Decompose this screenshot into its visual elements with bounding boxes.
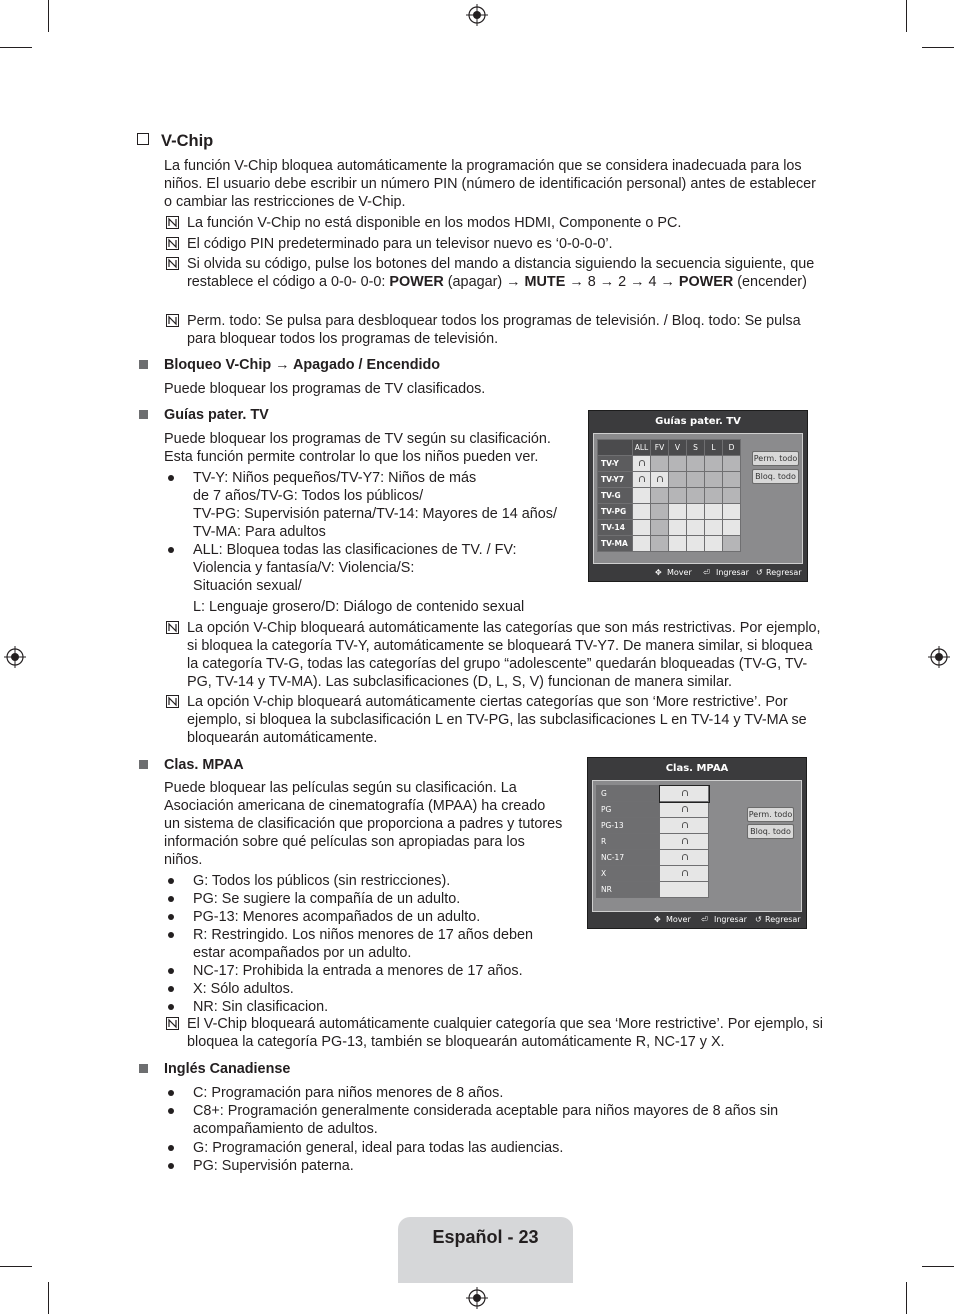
rating-cell[interactable] (723, 472, 741, 488)
bullet-icon (168, 878, 174, 884)
note: La opción V-chip bloqueará automáticamente ciertas categorías que son ‘More restrictive’. Por ejemplo, si bloquea la subclasificación L en TV-PG, las subclasificaciones L en TV-14 y TV-MA se bloquearán automáticamente. (164, 693, 824, 747)
table-row[interactable]: PG (597, 802, 709, 818)
move-icon: ✥ (654, 915, 661, 924)
rating-cell[interactable] (669, 456, 687, 472)
square-bullet-icon (139, 1064, 148, 1073)
page-number: Español - 23 (432, 1227, 539, 1247)
subsection-heading: Bloqueo V-Chip → Apagado / Encendido (164, 357, 441, 373)
rating-cell[interactable] (723, 520, 741, 536)
bullet-icon (168, 1004, 174, 1010)
note-icon (166, 257, 179, 270)
mpaa-text: Puede bloquear las películas según su clasificación. La Asociación americana de cinematografía (MPAA) ha creado un sistema de clasificación que proporciona a padres y tutores información sobre qué películas son apropiadas para los niños. (164, 780, 563, 868)
note-icon (166, 216, 179, 229)
rating-cell[interactable] (651, 504, 669, 520)
table-row[interactable]: NC-17 (597, 850, 709, 866)
note: La función V-Chip no está disponible en los modos HDMI, Componente o PC. (164, 214, 824, 232)
return-icon: ↺ (755, 915, 762, 924)
bullet-icon (168, 896, 174, 902)
lock-icon (681, 838, 688, 847)
rating-cell[interactable] (651, 520, 669, 536)
list-item: ALL: Bloquea todas las clasificaciones de TV. / FV: Violencia y fantasía/V: Violencia/S: Situación sexual/ L: Lenguaje grosero/D: Diálogo de contenido sexual (164, 541, 574, 616)
crop-mark (906, 1282, 907, 1314)
list-item: PG-13: Menores acompañados de un adulto. (164, 908, 564, 926)
rating-cell[interactable] (660, 786, 709, 802)
bloqueo-text: Puede bloquear los programas de TV clasificados. (164, 381, 486, 397)
rating-cell[interactable] (705, 456, 723, 472)
screen-title: Guías pater. TV (655, 416, 741, 427)
rating-cell[interactable] (660, 882, 709, 898)
rating-cell[interactable] (660, 850, 709, 866)
perm-todo-button[interactable]: Perm. todo (752, 451, 799, 466)
note: Perm. todo: Se pulsa para desbloquear todos los programas de televisión. / Bloq. todo: Se pulsa para bloquear todos los programas de televisión. (164, 312, 824, 348)
rating-cell[interactable] (651, 536, 669, 552)
rating-grid (597, 439, 741, 552)
table-row[interactable]: TV-Y (598, 456, 741, 472)
lock-icon (638, 476, 645, 485)
table-row[interactable]: TV-PG (598, 504, 741, 520)
rating-cell[interactable] (687, 472, 705, 488)
list-item: PG: Supervisión paterna. (164, 1157, 804, 1175)
rating-cell[interactable] (705, 472, 723, 488)
rating-cell[interactable] (723, 456, 741, 472)
rating-cell[interactable] (633, 472, 651, 488)
bullet-icon (168, 475, 174, 481)
crop-mark (0, 47, 32, 48)
table-row[interactable]: TV-G (598, 488, 741, 504)
rating-cell[interactable] (723, 536, 741, 552)
note: La opción V-Chip bloqueará automáticamente las categorías que son más restrictivas. Por ejemplo, si bloquea la categoría TV-Y, automáticamente se bloqueará TV-Y7. De manera similar, si bloquea la categoría TV-G, todas las categorías del grupo “adolescente” quedarán bloqueadas (TV-G, TV-PG, TV-14 y TV-MA). Las subclasificaciones (D, L, S, V) funcionan de manera similar. (164, 619, 824, 691)
column-header: FV (651, 440, 669, 456)
rating-cell[interactable] (705, 520, 723, 536)
section-title: V-Chip (137, 132, 213, 150)
screen-footer: ✥ Mover ⏎ Ingresar ↺ Regresar (589, 565, 807, 581)
table-row[interactable]: R (597, 834, 709, 850)
perm-todo-button[interactable]: Perm. todo (747, 807, 794, 822)
crop-mark (48, 1282, 49, 1314)
move-icon: ✥ (655, 568, 662, 577)
bullet-icon (168, 547, 174, 553)
rating-cell[interactable] (633, 520, 651, 536)
bloq-todo-button[interactable]: Bloq. todo (752, 469, 799, 484)
bullet-icon (168, 914, 174, 920)
list-item: G: Todos los públicos (sin restricciones). (164, 872, 564, 890)
lock-icon (681, 870, 688, 879)
rating-cell[interactable] (723, 488, 741, 504)
rating-cell[interactable] (669, 504, 687, 520)
bullet-icon (168, 968, 174, 974)
rating-cell[interactable] (660, 818, 709, 834)
guias-text: Puede bloquear los programas de TV según su clasificación. Esta función permite controlar lo que los niños pueden ver. (164, 431, 551, 465)
rating-cell[interactable] (660, 834, 709, 850)
rating-cell[interactable] (633, 456, 651, 472)
list-item: NC-17: Prohibida la entrada a menores de 17 años. (164, 962, 564, 980)
rating-cell[interactable] (633, 488, 651, 504)
rating-cell[interactable] (660, 802, 709, 818)
lock-icon (681, 806, 688, 815)
crop-mark (48, 0, 49, 32)
list-item: NR: Sin clasificacion. (164, 998, 564, 1016)
bloq-todo-button[interactable]: Bloq. todo (747, 824, 794, 839)
rating-cell[interactable] (651, 456, 669, 472)
column-header: D (723, 440, 741, 456)
list-item: C: Programación para niños menores de 8 años. (164, 1084, 804, 1102)
bullet-icon (168, 1090, 174, 1096)
note-icon (166, 621, 179, 634)
tv-guidelines-screen (588, 410, 808, 582)
lock-icon (681, 790, 688, 799)
bullet-icon (168, 1163, 174, 1169)
registration-mark-icon (4, 646, 26, 668)
crop-mark (922, 47, 954, 48)
registration-mark-icon (466, 1287, 488, 1309)
registration-mark-icon (928, 646, 950, 668)
column-header: V (669, 440, 687, 456)
square-bullet-icon (139, 760, 148, 769)
rating-cell[interactable] (651, 488, 669, 504)
subsection-heading: Inglés Canadiense (164, 1061, 291, 1077)
table-row[interactable]: PG-13 (597, 818, 709, 834)
table-row[interactable]: TV-14 (598, 520, 741, 536)
mpaa-grid (596, 785, 709, 898)
bullet-icon (168, 986, 174, 992)
crop-mark (922, 1266, 954, 1267)
square-bullet-icon (139, 360, 148, 369)
table-row[interactable]: X (597, 866, 709, 882)
note-icon (166, 695, 179, 708)
list-item: R: Restringido. Los niños menores de 17 años deben estar acompañados por un adulto. (164, 926, 564, 962)
table-row[interactable]: TV-Y7 (598, 472, 741, 488)
column-header: L (705, 440, 723, 456)
bullet-icon (168, 1145, 174, 1151)
note: El código PIN predeterminado para un televisor nuevo es ‘0-0-0-0’. (164, 235, 824, 253)
rating-cell[interactable] (651, 472, 669, 488)
list-item: C8+: Programación generalmente considerada aceptable para niños mayores de 8 años sin acompañamiento de adultos. (164, 1102, 804, 1138)
subsection-heading: Guías pater. TV (164, 407, 269, 423)
lock-icon (656, 476, 663, 485)
note: El V-Chip bloqueará automáticamente cualquier categoría que sea ‘More restrictive’. Por ejemplo, si bloquea la categoría PG-13, también se bloquearán automáticamente R, NC-17 y X. (164, 1015, 824, 1051)
note-icon (166, 237, 179, 250)
enter-icon: ⏎ (701, 915, 708, 924)
rating-cell[interactable] (687, 488, 705, 504)
bullet-icon (168, 1108, 174, 1114)
page-number-box (398, 1217, 573, 1283)
rating-cell[interactable] (633, 504, 651, 520)
rating-cell[interactable] (705, 536, 723, 552)
crop-mark (906, 0, 907, 32)
rating-cell[interactable] (705, 504, 723, 520)
crop-mark (0, 1266, 32, 1267)
rating-cell[interactable] (669, 472, 687, 488)
note-icon (166, 1017, 179, 1030)
note-icon (166, 314, 179, 327)
rating-cell[interactable] (687, 520, 705, 536)
list-item: X: Sólo adultos. (164, 980, 564, 998)
rating-cell[interactable] (687, 456, 705, 472)
rating-cell[interactable] (669, 520, 687, 536)
rating-cell[interactable] (669, 488, 687, 504)
lock-icon (681, 854, 688, 863)
list-item: PG: Se sugiere la compañía de un adulto. (164, 890, 564, 908)
rating-cell[interactable] (687, 504, 705, 520)
square-bullet-icon (139, 410, 148, 419)
note: Si olvida su código, pulse los botones del mando a distancia siguiendo la secuencia siguiente, que restablece el código a 0-0- 0-0: POWER (apagar) → MUTE → 8 → 2 → 4 → POWER (encender) (164, 255, 824, 291)
list-item: G: Programación general, ideal para todas las audiencias. (164, 1139, 804, 1157)
subsection-heading: Clas. MPAA (164, 757, 244, 773)
rating-cell[interactable] (660, 866, 709, 882)
return-icon: ↺ (756, 568, 763, 577)
rating-cell[interactable] (633, 536, 651, 552)
screen-footer: ✥ Mover ⏎ Ingresar ↺ Regresar (588, 912, 806, 928)
rating-cell[interactable] (723, 504, 741, 520)
mpaa-rating-screen (587, 757, 807, 929)
bullet-icon (168, 932, 174, 938)
registration-mark-icon (466, 4, 488, 26)
lock-icon (638, 460, 645, 469)
column-header: ALL (633, 440, 651, 456)
rating-cell[interactable] (705, 488, 723, 504)
list-item: TV-Y: Niños pequeños/TV-Y7: Niños de más de 7 años/TV-G: Todos los públicos/ TV-PG: Supervisión paterna/TV-14: Mayores de 14 años/ TV-MA: Para adultos (164, 469, 574, 541)
lock-icon (681, 822, 688, 831)
table-row[interactable]: TV-MA (598, 536, 741, 552)
table-row[interactable]: G (597, 786, 709, 802)
table-row[interactable]: NR (597, 882, 709, 898)
screen-title: Clas. MPAA (665, 763, 729, 774)
enter-icon: ⏎ (703, 568, 710, 577)
rating-cell[interactable] (669, 536, 687, 552)
column-header: S (687, 440, 705, 456)
rating-cell[interactable] (687, 536, 705, 552)
checkbox-icon (137, 133, 149, 145)
intro-text: La función V-Chip bloquea automáticamente la programación que se considera inadecuada para los niños. El usuario debe escribir un número PIN (número de identificación personal) antes de establecer o cambiar las restricciones de V-Chip. (164, 158, 816, 210)
